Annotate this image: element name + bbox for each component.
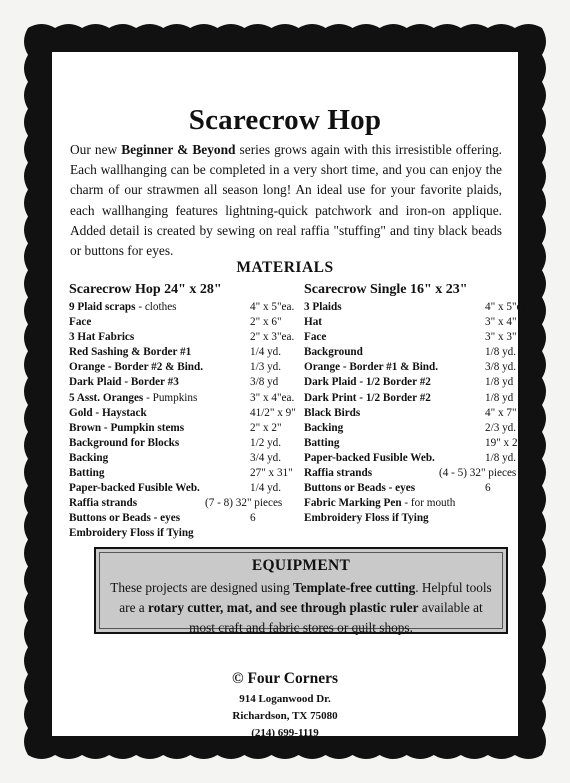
material-item <box>304 496 455 511</box>
material-item <box>304 300 342 315</box>
material-row <box>69 330 295 345</box>
material-item-name: Black Birds <box>304 406 361 419</box>
material-item-name: Dark Print - 1/2 Border #2 <box>304 391 431 404</box>
material-quantity: (4 - 5) 32" pieces <box>439 467 517 480</box>
material-item <box>304 330 326 345</box>
material-item-name: Brown - Pumpkin stems <box>69 421 185 434</box>
right-materials-list <box>304 300 536 526</box>
content-panel <box>52 52 530 739</box>
material-item-name: 3 Hat Fabrics <box>69 331 135 344</box>
equipment-heading: EQUIPMENT <box>251 557 351 574</box>
material-quantity: 3/8 yd <box>250 376 279 389</box>
material-item-name: Orange - Border #2 & Bind. <box>69 361 204 374</box>
material-item <box>69 315 91 330</box>
material-item-note: - for mouth <box>401 497 456 510</box>
material-item-name: Embroidery Floss if Tying <box>304 512 429 525</box>
material-item-name: Buttons or Beads - eyes <box>304 482 416 495</box>
material-item <box>304 511 429 526</box>
intro-paragraph <box>70 140 502 261</box>
material-item-name: Red Sashing & Border #1 <box>69 346 192 359</box>
material-quantity: 27" x 31" <box>250 467 293 480</box>
material-item <box>304 436 339 451</box>
material-row <box>69 451 291 466</box>
intro-text-2: series grows again with this irresistible offering. Each wallhanging can be completed in a very short time, and you can enjoy the charm of our strawmen all season long! An ideal use for your favorite plaids, each wallhanging features lightning-quick patchwork and iron-on applique. Added detail is created by sewing on real raffia "stuffing" and tiny black beads or buttons for eyes. <box>70 142 502 259</box>
material-quantity: 1/8 yd <box>485 391 514 404</box>
material-item <box>69 375 179 390</box>
equipment-text-3: available at most craft and fabric stores or quilt shops. <box>189 600 483 635</box>
material-row <box>69 496 291 511</box>
material-row <box>69 391 295 406</box>
equipment-box <box>94 547 508 634</box>
material-row <box>304 315 536 330</box>
material-row <box>304 360 536 375</box>
material-item <box>69 421 184 436</box>
material-item-name: Buttons or Beads - eyes <box>69 512 181 525</box>
material-item <box>304 466 372 481</box>
material-row <box>304 300 536 315</box>
right-column-title: Scarecrow Single 16" x 23" <box>304 282 468 297</box>
material-item-name: Raffia strands <box>69 497 138 510</box>
material-quantity: 19" x 26" <box>485 436 528 449</box>
material-quantity: 3/8 yd. <box>485 361 517 374</box>
material-row <box>69 526 291 541</box>
material-row <box>304 391 536 406</box>
material-item <box>69 330 134 345</box>
material-item-name: Paper-backed Fusible Web. <box>304 451 435 464</box>
material-item-name: Paper-backed Fusible Web. <box>69 482 200 495</box>
material-item-name: Background <box>304 346 363 359</box>
material-item <box>304 375 431 390</box>
material-quantity: (7 - 8) 32" pieces <box>205 497 283 510</box>
material-quantity: 4" x 5"ea. <box>250 301 295 313</box>
material-row <box>304 375 536 390</box>
equipment-text <box>106 578 496 638</box>
material-row <box>304 421 536 436</box>
material-quantity: 3" x 4" <box>485 316 517 329</box>
phone-number: (214) 699-1119 <box>251 727 319 739</box>
material-quantity: 3" x 4"ea. <box>250 391 295 404</box>
material-item <box>69 511 180 526</box>
material-item-name: Face <box>304 331 327 344</box>
material-item-name: Batting <box>69 467 105 480</box>
material-item-name: Gold - Haystack <box>69 406 147 419</box>
material-item <box>69 496 137 511</box>
material-item <box>69 406 147 421</box>
material-row <box>69 481 291 496</box>
material-item <box>69 391 197 406</box>
material-row <box>69 406 296 421</box>
material-row <box>69 421 291 436</box>
material-quantity: 2" x 6" <box>250 316 282 329</box>
page-title: Scarecrow Hop <box>188 104 382 136</box>
material-row <box>304 496 536 511</box>
material-item <box>69 345 191 360</box>
material-item-name: Raffia strands <box>304 467 373 480</box>
material-item-name: 9 Plaid scraps <box>69 301 136 313</box>
material-quantity: 1/8 yd <box>485 376 514 389</box>
material-row <box>69 300 295 315</box>
material-item <box>304 406 360 421</box>
material-item <box>69 300 177 315</box>
materials-right-column <box>304 280 536 526</box>
equipment-bold-2: rotary cutter, mat, and see through plastic ruler <box>148 600 419 615</box>
material-quantity: 6 <box>485 482 491 495</box>
material-row <box>69 345 291 360</box>
material-quantity: 2" x 2" <box>250 421 282 434</box>
material-item-name: Backing <box>69 451 109 464</box>
material-row <box>304 511 536 526</box>
left-materials-list <box>69 300 296 542</box>
series-name: Beginner & Beyond <box>121 142 236 157</box>
left-column-title: Scarecrow Hop 24" x 28" <box>69 282 222 297</box>
material-quantity: 1/2 yd. <box>250 436 282 449</box>
material-item-name: Fabric Marking Pen <box>304 497 402 510</box>
address-line-2: Richardson, TX 75080 <box>232 710 338 722</box>
address-line-1: 914 Loganwood Dr. <box>239 693 331 705</box>
material-quantity: 3" x 3" <box>485 331 517 344</box>
material-item <box>69 360 203 375</box>
materials-left-column <box>69 280 296 542</box>
material-item <box>304 481 415 496</box>
material-item <box>304 451 435 466</box>
material-row <box>69 436 291 451</box>
material-item <box>69 466 104 481</box>
equipment-text-2: . Helpful tools are a <box>119 580 492 615</box>
material-quantity: 4" x 5"ea. <box>485 301 530 313</box>
material-row <box>304 330 536 345</box>
material-quantity: 41/2" x 9" <box>250 406 296 419</box>
material-item-name: 5 Asst. Oranges <box>69 391 144 404</box>
material-item <box>304 360 438 375</box>
material-row <box>69 360 291 375</box>
material-quantity: 2" x 3"ea. <box>250 331 295 344</box>
company-name: © Four Corners <box>231 670 338 687</box>
material-quantity: 1/4 yd. <box>250 482 282 495</box>
material-row <box>304 481 536 496</box>
material-row <box>304 436 536 451</box>
material-quantity: 4" x 7" <box>485 406 517 419</box>
material-quantity: 1/8 yd. <box>485 451 517 464</box>
material-row <box>69 466 291 481</box>
equipment-text-1: These projects are designed using <box>110 580 294 595</box>
material-quantity: 1/8 yd. <box>485 346 517 359</box>
material-item <box>304 315 322 330</box>
material-item <box>69 451 108 466</box>
material-item-name: 3 Plaids <box>304 301 342 313</box>
material-item-name: Orange - Border #1 & Bind. <box>304 361 439 374</box>
material-item <box>304 345 363 360</box>
material-row <box>304 466 536 481</box>
materials-heading: MATERIALS <box>236 259 334 276</box>
material-quantity: 3/4 yd. <box>250 451 282 464</box>
material-item-note: - Pumpkins <box>143 391 198 404</box>
material-quantity: 2/3 yd. <box>485 421 517 434</box>
material-quantity: 1/4 yd. <box>250 346 282 359</box>
material-quantity: 6 <box>250 512 256 525</box>
equipment-bold-1: Template-free cutting <box>293 580 416 595</box>
material-item-name: Backing <box>304 421 344 434</box>
material-item-note: - clothes <box>135 301 177 313</box>
material-item-name: Face <box>69 316 92 329</box>
material-row <box>304 406 536 421</box>
material-item-name: Embroidery Floss if Tying <box>69 527 194 540</box>
material-row <box>304 451 536 466</box>
material-item <box>69 481 200 496</box>
material-row <box>304 345 536 360</box>
material-item <box>304 421 343 436</box>
material-item <box>304 391 431 406</box>
material-item-name: Dark Plaid - Border #3 <box>69 376 179 389</box>
material-item <box>69 526 194 541</box>
material-item-name: Batting <box>304 436 340 449</box>
material-row <box>69 511 291 526</box>
material-quantity: 1/3 yd. <box>250 361 282 374</box>
material-item-name: Dark Plaid - 1/2 Border #2 <box>304 376 431 389</box>
material-item <box>69 436 179 451</box>
material-row <box>69 315 291 330</box>
material-row <box>69 375 291 390</box>
intro-text-1: Our new <box>70 142 122 157</box>
material-item-name: Background for Blocks <box>69 436 180 449</box>
material-item-name: Hat <box>304 316 323 329</box>
